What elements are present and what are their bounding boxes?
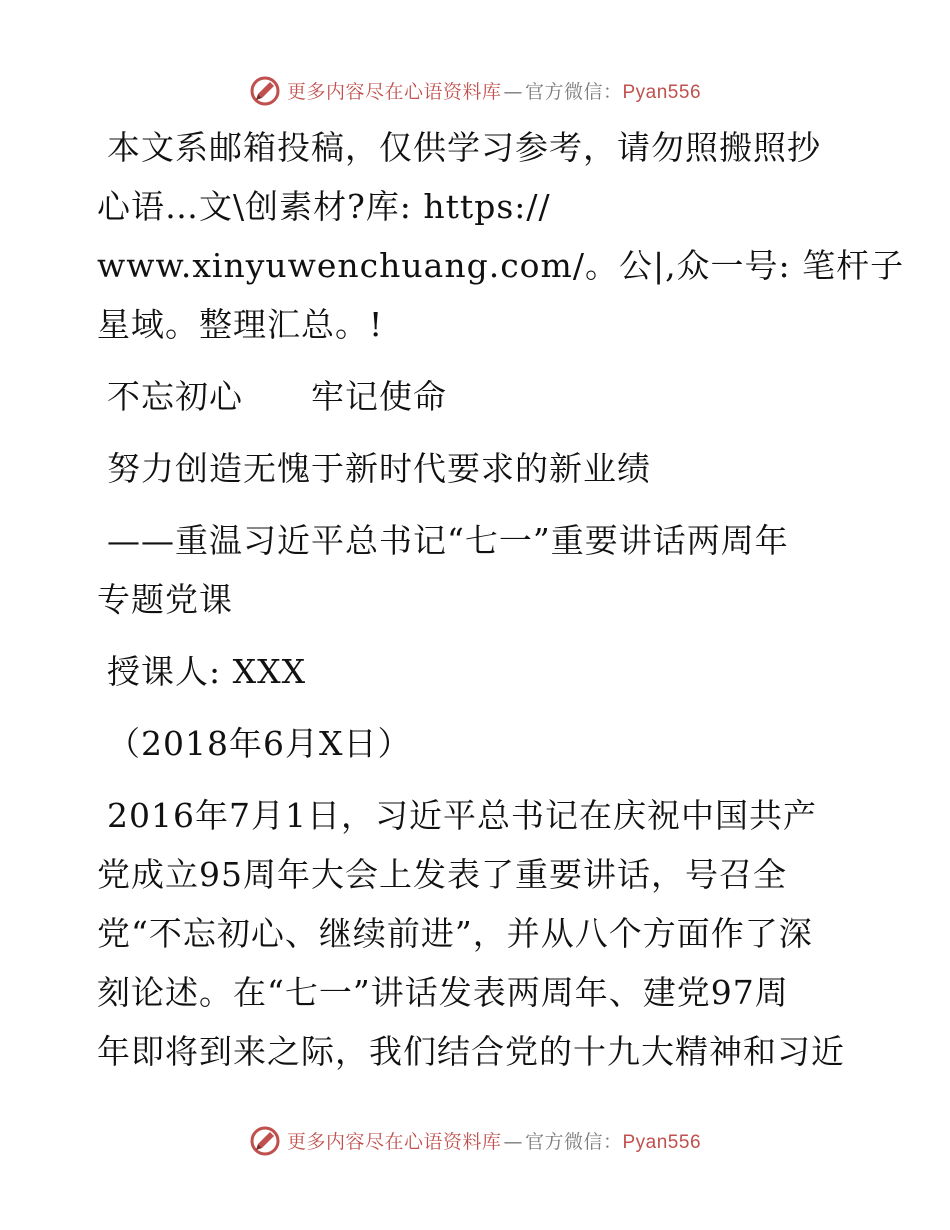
document-content [97, 118, 905, 1081]
body-line: 党“不忘初心、继续前进”，并从八个方面作了深 [97, 914, 813, 953]
banner-site-text: 更多内容尽在心语资料库 [286, 1130, 502, 1153]
header-banner [0, 70, 950, 110]
lecturer: 授课人: XXX [107, 652, 307, 691]
banner-separator: — [503, 80, 523, 103]
title-line-1: 不忘初心 牢记使命 [107, 377, 447, 416]
logo-icon [249, 1124, 281, 1156]
banner-wechat-label: 官方微信： [524, 1130, 623, 1153]
intro-line: www.xinyuwenchuang.com/。公|,众一号: 笔杆子 [97, 246, 905, 285]
body-line: 2016年7月1日，习近平总书记在庆祝中国共产 [107, 796, 817, 835]
intro-line: 本文系邮箱投稿，仅供学习参考，请勿照搬照抄 [107, 128, 821, 167]
footer-banner [0, 1120, 950, 1160]
body-line: 刻论述。在“七一”讲话发表两周年、建党97周 [97, 973, 789, 1012]
subtitle-line-2: 专题党课 [97, 580, 233, 619]
banner-wechat-label: 官方微信： [524, 80, 623, 103]
intro-line: 星域。整理汇总。! [97, 305, 384, 344]
banner-site-text: 更多内容尽在心语资料库 [286, 80, 502, 103]
logo-icon [249, 74, 281, 106]
body-line: 党成立95周年大会上发表了重要讲话，号召全 [97, 855, 787, 894]
title-line-2: 努力创造无愧于新时代要求的新业绩 [107, 449, 651, 488]
banner-separator: — [503, 1130, 523, 1153]
intro-line: 心语…文\创素材?库: https:// [97, 187, 551, 226]
body-line: 年即将到来之际，我们结合党的十九大精神和习近 [97, 1032, 845, 1071]
date: （2018年6月X日） [107, 724, 412, 763]
subtitle-line-1: ——重温习近平总书记“七一”重要讲话两周年 [107, 521, 789, 560]
banner-wechat-id: Pyan556 [622, 81, 702, 103]
banner-wechat-id: Pyan556 [622, 1131, 702, 1153]
